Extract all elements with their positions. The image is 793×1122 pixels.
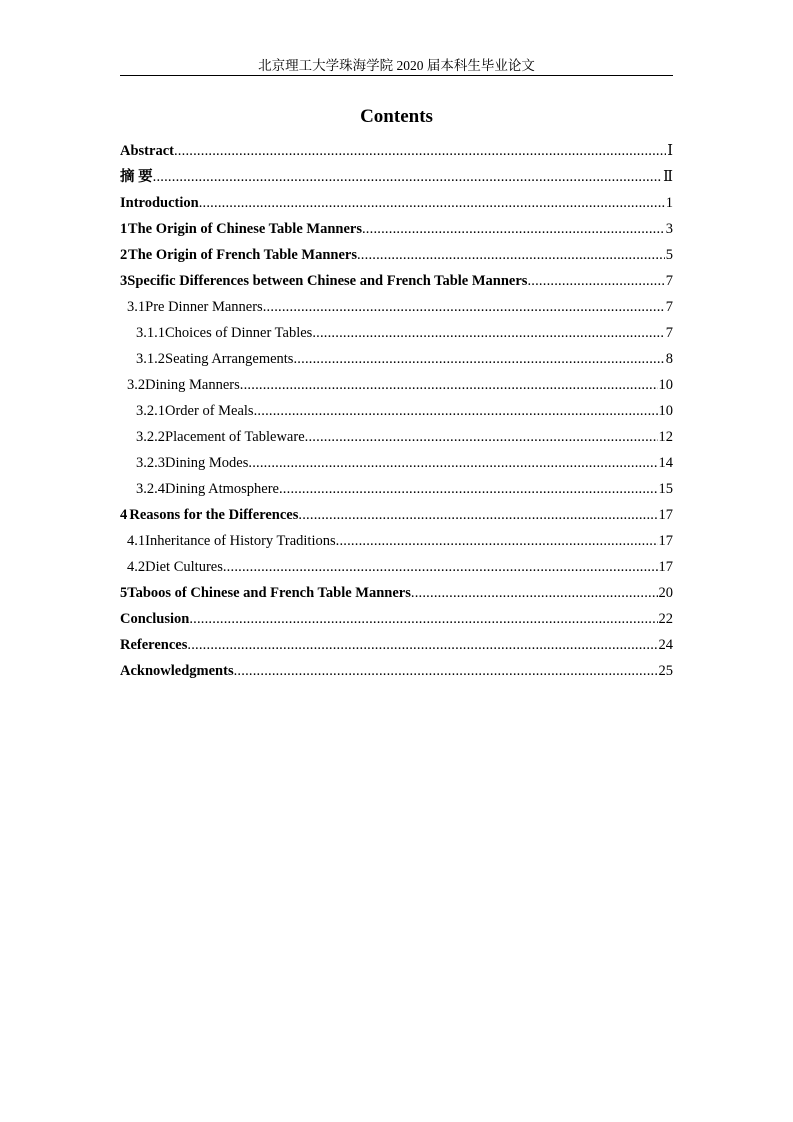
toc-entry[interactable] (120, 296, 673, 322)
toc-entry-page: 24 (658, 637, 673, 653)
toc-entry-page: 17 (658, 507, 673, 523)
toc-entry-page: 7 (665, 299, 673, 315)
toc-entry-page: 7 (665, 273, 673, 289)
toc-entry[interactable] (120, 374, 673, 400)
toc-entry-label: Abstract (120, 143, 174, 159)
toc-title: Contents (360, 106, 433, 127)
toc-entry[interactable] (120, 556, 673, 582)
toc-entry-number: 1 (120, 221, 128, 237)
toc-entry-label: Diet Cultures (145, 559, 223, 575)
toc-entry[interactable] (120, 244, 673, 270)
dot-leader (153, 166, 663, 188)
page-header: 北京理工大学珠海学院 2020 届本科生毕业论文 (258, 58, 535, 73)
toc-entry-number: 3.1 (127, 299, 146, 315)
dot-leader (279, 478, 658, 500)
toc-entry[interactable] (120, 192, 673, 218)
toc-entry[interactable] (120, 530, 673, 556)
toc-entry-label: Inheritance of History Traditions (145, 533, 336, 549)
dot-leader (305, 426, 658, 448)
dot-leader (362, 218, 665, 240)
toc-entry[interactable] (120, 426, 673, 452)
dot-leader (240, 374, 658, 396)
toc-entry-number: 4.2 (127, 559, 146, 575)
toc-entry[interactable] (120, 322, 673, 348)
toc-entry[interactable] (120, 348, 673, 374)
dot-leader (223, 556, 658, 578)
toc-entry-page: 1 (665, 195, 673, 211)
table-of-contents (120, 140, 673, 686)
toc-entry-number: 3.2.4 (136, 481, 165, 497)
toc-entry[interactable] (120, 270, 673, 296)
toc-entry-label: Conclusion (120, 611, 190, 627)
dot-leader (254, 400, 658, 422)
toc-entry-label: Choices of Dinner Tables (165, 325, 313, 341)
toc-entry-label: Reasons for the Differences (129, 507, 299, 523)
toc-entry-number: 3.2.3 (136, 455, 165, 471)
toc-entry-page: 17 (658, 559, 673, 575)
toc-entry-label: Taboos of Chinese and French Table Manners (127, 585, 411, 601)
dot-leader (293, 348, 664, 370)
toc-entry-page: 5 (665, 247, 673, 263)
toc-entry-page: Ⅱ (663, 169, 673, 185)
toc-entry-label: The Origin of Chinese Table Manners (127, 221, 362, 237)
toc-entry-label: Placement of Tableware (165, 429, 305, 445)
toc-entry-page: 17 (658, 533, 673, 549)
toc-entry[interactable] (120, 400, 673, 426)
toc-entry[interactable] (120, 504, 673, 530)
toc-entry[interactable] (120, 218, 673, 244)
toc-entry[interactable] (120, 140, 673, 166)
toc-entry-page: 8 (665, 351, 673, 367)
toc-entry-number: 3.2.1 (136, 403, 165, 419)
toc-entry-label: 摘 要 (120, 169, 153, 185)
dot-leader (298, 504, 657, 526)
toc-entry[interactable] (120, 166, 673, 192)
toc-entry[interactable] (120, 582, 673, 608)
dot-leader (527, 270, 664, 292)
toc-entry-number: 5 (120, 585, 128, 601)
dot-leader (234, 660, 658, 682)
dot-leader (187, 634, 657, 656)
toc-entry-page: 3 (665, 221, 673, 237)
toc-entry-number: 3.1.1 (136, 325, 165, 341)
dot-leader (411, 582, 658, 604)
dot-leader (336, 530, 658, 552)
toc-entry-label: Specific Differences between Chinese and French Table Manners (127, 273, 528, 289)
toc-entry-label: The Origin of French Table Manners (128, 247, 357, 263)
toc-entry[interactable] (120, 634, 673, 660)
dot-leader (174, 140, 666, 162)
toc-entry-label: Seating Arrangements (165, 351, 294, 367)
toc-entry-label: Dining Modes (165, 455, 249, 471)
dot-leader (357, 244, 665, 266)
toc-entry-page: 10 (658, 377, 673, 393)
toc-entry-page: 25 (658, 663, 673, 679)
toc-entry-label: Dining Manners (145, 377, 240, 393)
toc-entry-number: 4 (120, 507, 128, 523)
toc-entry-label: Acknowledgments (120, 663, 234, 679)
toc-entry-label: Dining Atmosphere (165, 481, 279, 497)
toc-entry[interactable] (120, 452, 673, 478)
dot-leader (312, 322, 664, 344)
toc-entry-number: 3 (120, 273, 128, 289)
toc-entry[interactable] (120, 478, 673, 504)
toc-entry-label: Order of Meals (165, 403, 254, 419)
toc-entry-page: 12 (658, 429, 673, 445)
toc-entry-number: 3.2 (127, 377, 146, 393)
toc-entry-page: 20 (658, 585, 673, 601)
toc-entry-number: 3.2.2 (136, 429, 165, 445)
toc-entry-number: 3.1.2 (136, 351, 165, 367)
toc-entry-page: 22 (658, 611, 673, 627)
header-rule (120, 75, 673, 76)
toc-entry-label: Pre Dinner Manners (145, 299, 263, 315)
toc-entry[interactable] (120, 660, 673, 686)
dot-leader (189, 608, 657, 630)
toc-entry-page: 15 (658, 481, 673, 497)
dot-leader (248, 452, 657, 474)
dot-leader (263, 296, 665, 318)
toc-entry[interactable] (120, 608, 673, 634)
toc-entry-page: 10 (658, 403, 673, 419)
toc-entry-number: 2 (120, 247, 128, 263)
toc-entry-page: 14 (658, 455, 673, 471)
toc-entry-page: Ⅰ (667, 143, 673, 159)
toc-entry-number: 4.1 (127, 533, 146, 549)
toc-entry-page: 7 (665, 325, 673, 341)
toc-entry-label: Introduction (120, 195, 199, 211)
toc-entry-label: References (120, 637, 188, 653)
dot-leader (199, 192, 665, 214)
